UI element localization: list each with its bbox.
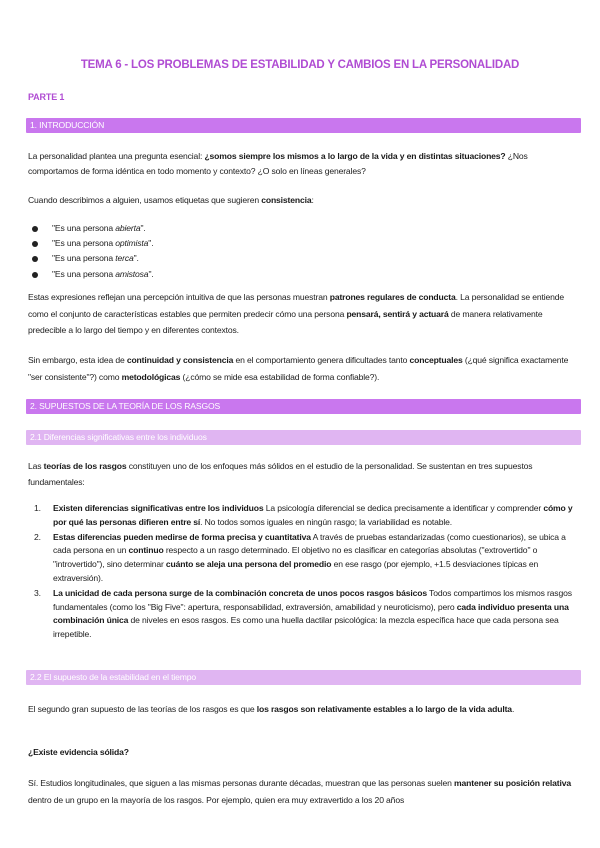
- list-item: 1. Existen diferencias significativas entre los individuos La psicología diferencial se dedica precisamente a identificar y comprender cómo y por qué las personas difieren entre sí. No todos somos iguales en ningún rasgo; la variabilidad es notable.: [34, 503, 573, 527]
- list-item: 2. Estas diferencias pueden medirse de forma precisa y cuantitativa A través de pruebas estandarizadas (como cuestionarios), se ubica a cada persona en un continuo respecto a un rasgo determinado. El objetivo no es clasificar en categorías absolutas ("extrovertido" o "introvertido"), sino determinar cuánto se aleja una persona del promedio en ese rasgo (por ejemplo, +1.5 desviaciones típicas en extraversión).: [34, 531, 566, 583]
- list-item: "Es una persona terca".: [30, 251, 154, 266]
- list-item: "Es una persona amistosa".: [30, 267, 154, 282]
- assumptions-numbered-list: [28, 502, 576, 642]
- intro-paragraph-3: Estas expresiones reflejan una percepción intuitiva de que las personas muestran patrones regulares de conducta. La personalidad se entiende como el conjunto de características estables que permiten predecir cómo una persona pensará, sentirá y actuará de manera relativamente predecible a lo largo del tiempo y en diferentes contextos.: [28, 292, 565, 336]
- subsection-heading-2-2: 2.2 El supuesto de la estabilidad en el tiempo: [26, 670, 581, 685]
- intro-paragraph-4: Sin embargo, esta idea de continuidad y consistencia en el comportamiento genera dificultades tanto conceptuales (¿qué significa exactamente "ser consistente"?) como metodológicas (¿cómo se mide esa estabilidad de forma confiable?).: [28, 355, 569, 382]
- section-heading-1: 1. INTRODUCCIÓN: [26, 118, 581, 133]
- stability-paragraph: El segundo gran supuesto de las teorías de los rasgos es que los rasgos son relativamente estables a lo largo de la vida adulta.: [28, 704, 515, 714]
- intro-paragraph-1: La personalidad plantea una pregunta esencial: ¿somos siempre los mismos a lo largo de la vida y en distintas situaciones? ¿Nos comportamos de forma idéntica en todo momento y contexto? ¿O solo en líneas generales?: [28, 151, 528, 177]
- evidence-question: ¿Existe evidencia sólida?: [28, 747, 129, 757]
- subsection-heading-2-1: 2.1 Diferencias significativas entre los individuos: [26, 430, 581, 445]
- list-item: 3. La unicidad de cada persona surge de la combinación concreta de unos pocos rasgos básicos Todos compartimos los mismos rasgos fundamentales (como los "Big Five": apertura, responsabilidad, extraversión, amabilidad y neuroticismo), pero cada individuo presenta una combinación única de niveles en esos rasgos. Es como una huella dactilar psicológica: la mezcla específica hace que cada persona sea irrepetible.: [34, 587, 572, 640]
- page-title: TEMA 6 - LOS PROBLEMAS DE ESTABILIDAD Y CAMBIOS EN LA PERSONALIDAD: [80, 59, 520, 71]
- evidence-paragraph: Sí. Estudios longitudinales, que siguen a las mismas personas durante décadas, muestran que las personas suelen mantener su posición relativa dentro de un grupo en la mayoría de los rasgos. Por ejemplo, quien era muy extravertido a los 20 años: [28, 778, 572, 805]
- section-heading-2: 2. SUPUESTOS DE LA TEORÍA DE LOS RASGOS: [26, 399, 581, 414]
- list-item: "Es una persona abierta".: [30, 221, 154, 236]
- traits-paragraph: Las teorías de los rasgos constituyen uno de los enfoques más sólidos en el estudio de la personalidad. Se sustentan en tres supuestos fundamentales:: [28, 461, 533, 488]
- part-label: PARTE 1: [28, 92, 65, 102]
- intro-paragraph-2: Cuando describimos a alguien, usamos etiquetas que sugieren consistencia:: [28, 195, 314, 205]
- list-item: "Es una persona optimista".: [30, 236, 154, 251]
- label-bullet-list: [30, 221, 154, 282]
